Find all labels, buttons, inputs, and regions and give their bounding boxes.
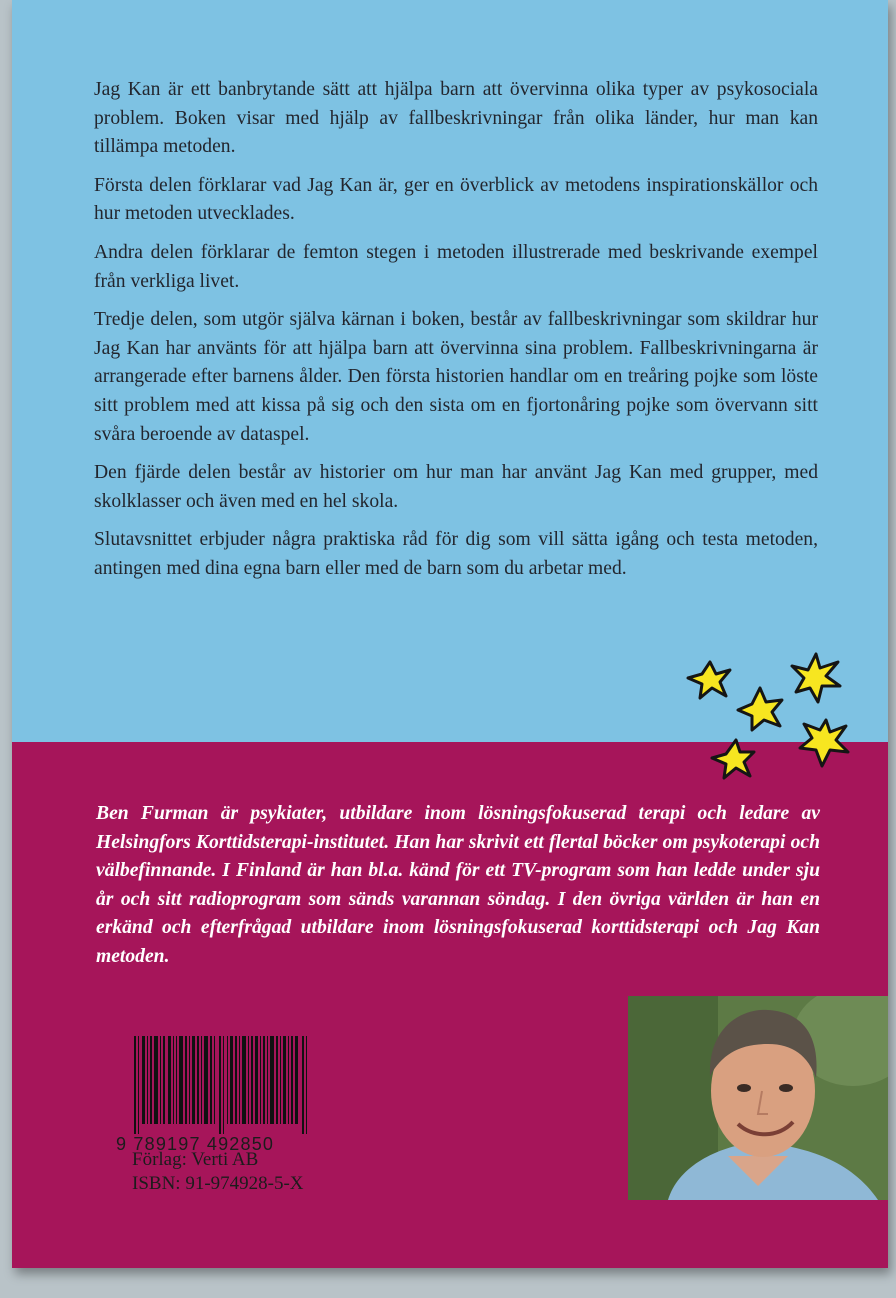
blurb-paragraph-6: Slutavsnittet erbjuder några praktiska råd för dig som vill sätta igång och testa metoden, antingen med dina egna barn eller med de barn som du arbetar med. (94, 529, 818, 579)
stars-icon (680, 644, 864, 792)
author-bio: Ben Furman är psykiater, utbildare inom lösningsfokuserad terapi och ledare av Helsingfors Korttidsterapi-institutet. Han har skrivit ett flertal böcker om psykoterapi och välbefinnande. I Finland är han bl.a. känd för ett TV-program som han ledde under sju år och sitt radioprogram som sänds varannan söndag. I den övriga världen är han en erkänd och efterfrågad utbildare inom lösningsfokuserad korttidsterapi och Jag Kan metoden. (96, 803, 820, 967)
publisher-name: Förlag: Verti AB (132, 1149, 259, 1170)
author-photo (628, 996, 888, 1200)
blurb-panel (12, 0, 888, 742)
blurb-paragraph-1: Jag Kan är ett banbrytande sätt att hjälpa barn att övervinna olika typer av psykosociala problem. Boken visar med hjälp av fallbeskrivningar från olika länder, hur man kan tillämpa metoden. (94, 79, 818, 158)
barcode (134, 1036, 310, 1134)
author-portrait-icon (628, 996, 888, 1200)
publisher-info (132, 1148, 332, 1196)
blurb-paragraph-4: Tredje delen, som utgör själva kärnan i boken, består av fallbeskrivningar som skildrar hur Jag Kan har använts för att hjälpa barn att övervinna sina problem. Fallbeskrivningarna är arrangerade efter barnens ålder. Den första historien handlar om en treåring pojke som löste sitt problem med att kissa på sig och den sista om en fjortonåring pojke som övervann sitt svåra beroende av dataspel. (94, 309, 818, 445)
blurb-paragraph-5: Den fjärde delen består av historier om hur man har använt Jag Kan med grupper, med skolklasser och även med en hel skola. (94, 462, 818, 512)
book-back-cover (12, 0, 888, 1268)
isbn: ISBN: 91-974928-5-X (132, 1173, 304, 1194)
blurb-paragraph-3: Andra delen förklarar de femton stegen i metoden illustrerade med beskrivande exempel från verkliga livet. (94, 241, 818, 292)
author-panel (12, 742, 888, 1268)
barcode-number: 9 789197 492850 (116, 1134, 275, 1154)
blurb-text (94, 76, 818, 594)
blurb-paragraph-2: Första delen förklarar vad Jag Kan är, ger en överblick av metodens inspirationskällor och hur metoden utvecklades. (94, 174, 818, 225)
